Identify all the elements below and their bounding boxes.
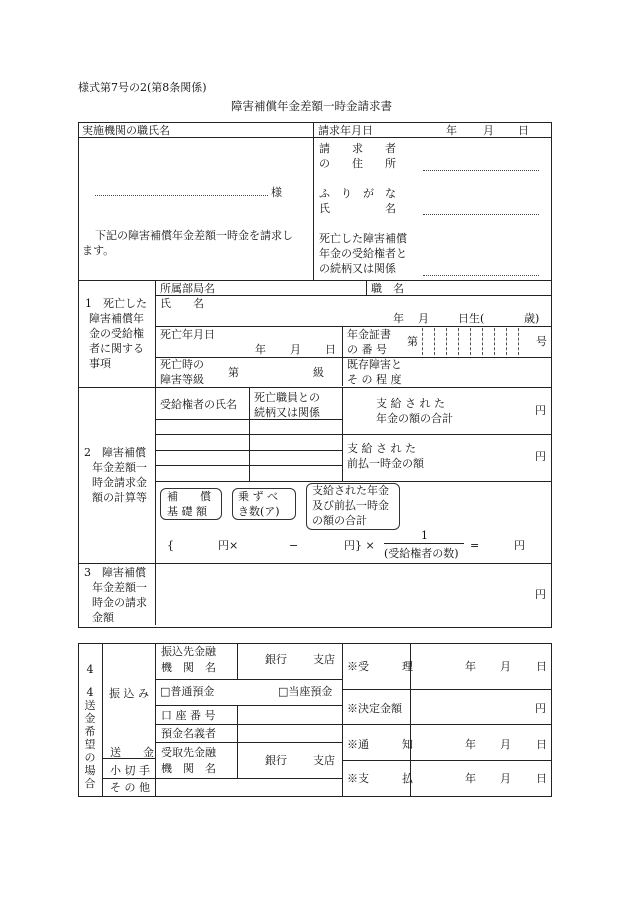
cert-label-2: の 番 号 xyxy=(347,343,387,356)
advance-label-1: 支 給 さ れ た xyxy=(347,442,416,455)
notified-year: 年 xyxy=(465,738,476,751)
section4-number: 4 xyxy=(86,663,94,676)
furikomi-label: 振 込 み xyxy=(109,687,149,700)
grade-kyu-label: 級 xyxy=(313,366,324,379)
section1-label: 1 死亡した xyxy=(85,297,147,310)
recv-bank-label-1: 受取先金融 xyxy=(161,746,216,759)
claim-amount-yen: 円 xyxy=(535,588,546,601)
sama-label: 様 xyxy=(271,186,282,199)
furigana-label-2: 氏 名 xyxy=(319,202,396,215)
grade-label-1: 死亡時の xyxy=(160,358,204,371)
org-name-line[interactable] xyxy=(95,195,268,196)
multiplier-label-1: 乗 ず べ xyxy=(238,490,278,503)
birth-year-label: 年 xyxy=(393,312,404,325)
year-label: 年 xyxy=(446,124,457,137)
relation2-label-1: 死亡職員との xyxy=(254,391,320,404)
formula-close: 円} × xyxy=(344,539,375,552)
bank-label-2: 機 関 名 xyxy=(161,661,216,674)
death-month-label: 月 xyxy=(290,343,301,356)
total-label-2: 及び前払一時金 xyxy=(312,499,389,512)
fraction-denominator: (受給権者の数) xyxy=(384,547,459,560)
job-label: 職 名 xyxy=(371,282,404,295)
formula-equals: = xyxy=(470,539,480,552)
notified-day: 日 xyxy=(536,738,547,751)
section3-label-4: 金額 xyxy=(92,611,114,624)
section2-label: 2 障害補償 xyxy=(84,446,146,459)
cheque-label-2: 小 切 手 xyxy=(110,764,150,777)
recv-bank-label-2: 機 関 名 xyxy=(161,762,216,775)
received-month: 月 xyxy=(500,660,511,673)
bank-label-1: 振込先金融 xyxy=(161,645,216,658)
cert-dai-label: 第 xyxy=(407,335,418,348)
relation-field[interactable] xyxy=(423,275,539,276)
relation-label-1: 死亡した障害補償 xyxy=(319,232,407,245)
multiplier-label-2: き数(ア) xyxy=(238,505,280,518)
death-year-label: 年 xyxy=(255,343,266,356)
claimant-address-field[interactable] xyxy=(423,170,539,171)
total-label-1: 支給された年金 xyxy=(312,484,389,497)
formula-open: { xyxy=(167,539,174,552)
birth-month-label: 月 xyxy=(418,312,429,325)
total-label-3: の額の合計 xyxy=(312,514,367,527)
bank-suffix: 銀行 xyxy=(265,653,287,666)
paid-day: 日 xyxy=(536,772,547,785)
account-number-label: 口 座 番 号 xyxy=(161,709,216,722)
fraction-numerator: 1 xyxy=(421,529,428,542)
cert-label-1: 年金証書 xyxy=(347,328,391,341)
paid-year: 年 xyxy=(465,772,476,785)
recv-branch-suffix: 支店 xyxy=(313,754,335,767)
section3-label-3: 時金の請求 xyxy=(92,596,147,609)
month-label: 月 xyxy=(483,124,494,137)
section1-label-2: 障害補償年 xyxy=(89,312,144,325)
relation2-label-2: 続柄又は関係 xyxy=(254,406,320,419)
claimant-label-1: 請 求 者 xyxy=(319,142,396,155)
claimant-label-2: の 住 所 xyxy=(319,157,396,170)
grade-dai-label: 第 xyxy=(228,366,239,379)
advance-yen: 円 xyxy=(535,450,546,463)
section3-label-2: 年金差額一 xyxy=(92,581,147,594)
existing-label-2: そ の 程 度 xyxy=(347,373,402,386)
notified-month: 月 xyxy=(500,738,511,751)
formula-yen-times: 円× xyxy=(218,539,239,552)
received-year: 年 xyxy=(465,660,476,673)
decided-yen: 円 xyxy=(535,702,546,715)
paid-total-yen: 円 xyxy=(535,404,546,417)
day-label: 日 xyxy=(518,124,529,137)
death-day-label: 日 xyxy=(325,343,336,356)
basic-label-2: 基 礎 額 xyxy=(167,505,207,518)
request-text-2: ます。 xyxy=(82,244,115,257)
section1-label-5: 事項 xyxy=(89,357,111,370)
age-label: 歳) xyxy=(524,312,540,325)
paid-total-label-2: 年金の額の合計 xyxy=(376,412,453,425)
section4-label: 4 送金希望の場合 xyxy=(84,686,96,790)
paid-month: 月 xyxy=(500,772,511,785)
current-deposit-checkbox[interactable]: □当座預金 xyxy=(278,685,333,698)
death-date-label: 死亡年月日 xyxy=(160,328,215,341)
paid-label: ※支 払 xyxy=(347,772,413,785)
advance-label-2: 前払一時金の額 xyxy=(347,457,424,470)
form-title: 障害補償年金差額一時金請求書 xyxy=(231,99,392,113)
org-label: 実施機関の職氏名 xyxy=(82,124,170,137)
formula-yen: 円 xyxy=(514,539,525,552)
basic-label-1: 補 償 xyxy=(167,490,211,503)
relation-label-2: 年金の受給権者と xyxy=(319,247,407,260)
relation-label-3: の続柄又は関係 xyxy=(319,262,396,275)
section1-label-4: 者に関する xyxy=(89,342,144,355)
dept-label: 所属部局名 xyxy=(160,282,215,295)
rights-holder-label: 受給権者の氏名 xyxy=(160,398,237,411)
grade-label-2: 障害等級 xyxy=(160,373,204,386)
branch-suffix: 支店 xyxy=(313,653,335,666)
other-label: そ の 他 xyxy=(110,781,150,794)
formula-minus: − xyxy=(289,539,299,552)
request-text-1: 下記の障害補償年金差額一時金を請求し xyxy=(95,229,293,242)
recv-bank-suffix: 銀行 xyxy=(265,754,287,767)
account-name-label: 預金名義者 xyxy=(161,727,216,740)
existing-label-1: 既存障害と xyxy=(347,358,402,371)
deceased-name-label: 氏 名 xyxy=(160,297,204,310)
section3-label: 3 障害補償 xyxy=(84,566,146,579)
cheque-label-1: 送 金 xyxy=(110,746,154,759)
born-label: 日生( xyxy=(458,312,485,325)
section2-label-4: 額の計算等 xyxy=(92,491,147,504)
section2-label-3: 時金請求金 xyxy=(92,476,147,489)
ordinary-deposit-checkbox[interactable]: □普通預金 xyxy=(160,685,215,698)
paid-total-label-1: 支 給 さ れ た xyxy=(376,397,445,410)
claimant-name-field[interactable] xyxy=(423,214,539,215)
furigana-label-1: ふ り が な xyxy=(319,187,396,200)
date-label: 請求年月日 xyxy=(318,124,373,137)
form-number: 様式第7号の2(第8条関係) xyxy=(78,81,207,94)
section1-label-3: 金の受給権 xyxy=(89,327,144,340)
notified-label: ※通 知 xyxy=(347,738,413,751)
section2-label-2: 年金差額一 xyxy=(92,461,147,474)
decided-amount-label: ※決定金額 xyxy=(347,702,402,715)
received-day: 日 xyxy=(536,660,547,673)
cert-go-label: 号 xyxy=(536,335,547,348)
received-label: ※受 理 xyxy=(347,660,413,673)
